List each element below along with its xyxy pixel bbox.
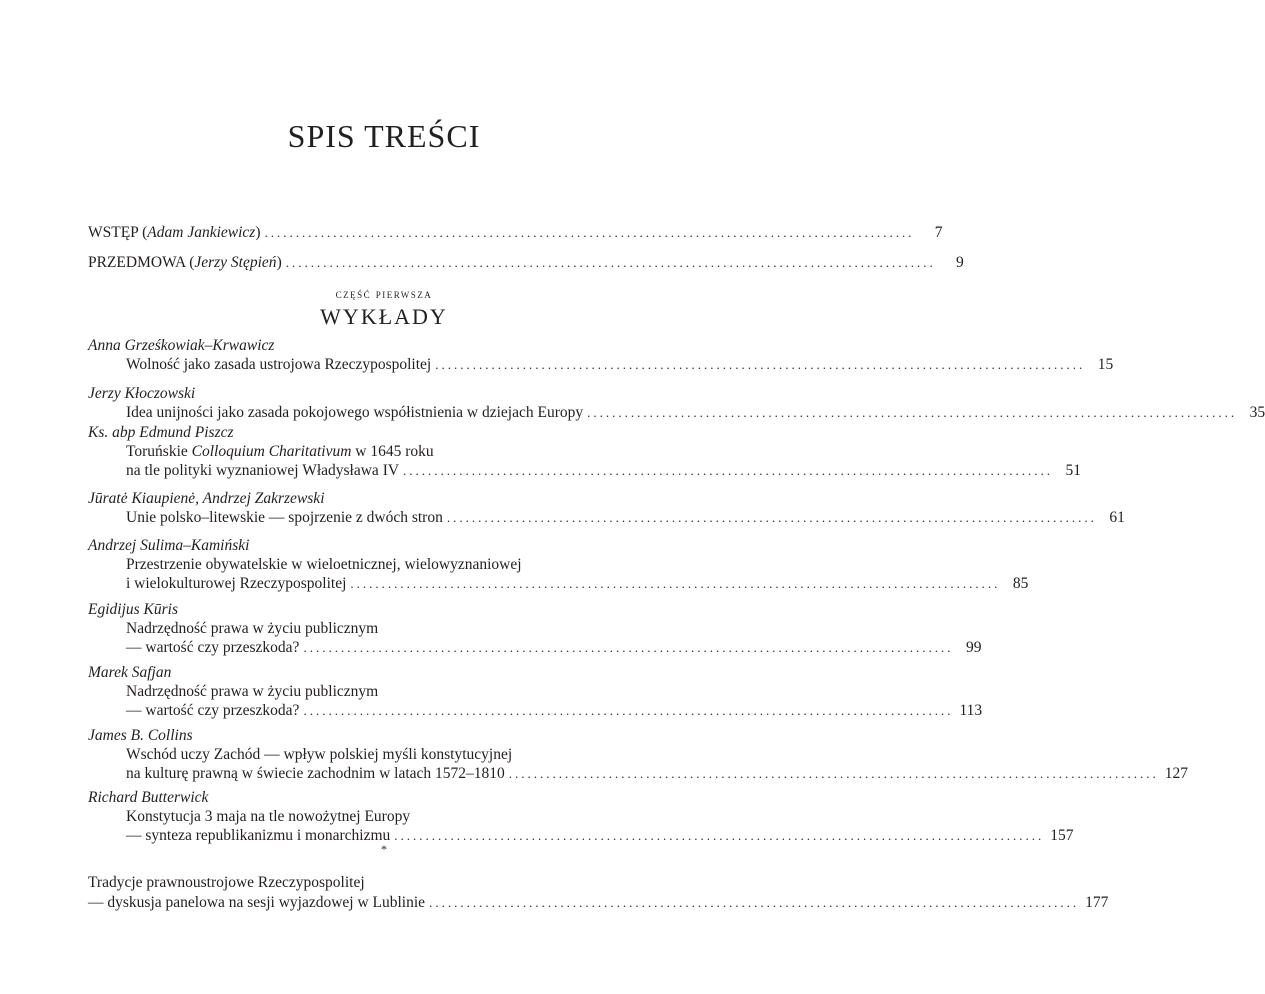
page-number: 9 — [955, 254, 964, 271]
entry-title-line: Tradycje prawnoustrojowe Rzeczypospolitej — [88, 874, 365, 891]
entry-title: Wolność jako zasada ustrojowa Rzeczypospolitej — [126, 356, 432, 373]
page-number: 15 — [1097, 356, 1114, 373]
toc-entry-wstep — [88, 223, 943, 243]
leader-dots: ........................................................................................................ — [350, 576, 1001, 591]
page-number: 51 — [1065, 462, 1082, 479]
entry-title-line: Toruńskie Colloquium Charitativum w 1645 roku — [126, 443, 434, 460]
entry-text: PRZEDMOWA (Jerzy Stępień) — [88, 254, 282, 271]
entry-title-line: Przestrzenie obywatelskie w wieloetnicznej, wielowyznaniowej — [126, 556, 522, 573]
entry-author: Andrzej Sulima–Kamiński — [88, 537, 250, 554]
entry-author: Anna Grześkowiak–Krwawicz — [88, 337, 275, 354]
page-number: 113 — [959, 702, 983, 719]
section-separator: * — [381, 842, 387, 856]
part-title: WYKŁADY — [320, 304, 448, 329]
entry-author: Jūratė Kiaupienė, Andrzej Zakrzewski — [88, 490, 325, 507]
entry-title-line: Konstytucja 3 maja na tle nowożytnej Europy — [126, 808, 411, 825]
toc-entry-przedmowa — [88, 253, 964, 273]
entry-title: i wielokulturowej Rzeczypospolitej — [126, 575, 347, 592]
entry-title: na kulturę prawną w świecie zachodnim w latach 1572–1810 — [126, 765, 505, 782]
page-number: 99 — [965, 639, 982, 656]
toc-entry — [126, 403, 1265, 423]
entry-title: Idea unijności jako zasada pokojowego współistnienia w dziejach Europy — [126, 404, 584, 421]
leader-dots: ........................................................................................................ — [446, 510, 1097, 525]
leader-dots: ........................................................................................................ — [403, 463, 1054, 478]
page-number: 7 — [934, 224, 943, 241]
page-number: 61 — [1109, 509, 1125, 526]
entry-author: James B. Collins — [88, 727, 193, 744]
toc-entry — [126, 701, 983, 721]
entry-author: Ks. abp Edmund Piszcz — [88, 424, 234, 441]
toc-entry — [126, 638, 982, 658]
page-number: 177 — [1085, 894, 1109, 911]
entry-author: Egidijus Kūris — [88, 601, 179, 618]
leader-dots: ........................................................................................................ — [429, 895, 1080, 910]
toc-entry — [126, 764, 1189, 784]
toc-entry — [126, 461, 1082, 481]
leader-dots: ........................................................................................................ — [264, 225, 915, 240]
entry-title: — dyskusja panelowa na sesji wyjazdowej w Lublinie — [88, 894, 426, 911]
page-number: 157 — [1050, 827, 1074, 844]
entry-title: Unie polsko–litewskie — spojrzenie z dwóch stron — [126, 509, 443, 526]
entry-author: Jerzy Kłoczowski — [88, 385, 196, 402]
page-number: 85 — [1012, 575, 1029, 592]
page-title: SPIS TREŚCI — [287, 118, 481, 154]
entry-title: — wartość czy przeszkoda? — [126, 702, 300, 719]
entry-author: Marek Safjan — [88, 664, 172, 681]
leader-dots: ........................................................................................................ — [394, 828, 1045, 843]
page-number: 127 — [1164, 765, 1189, 782]
entry-title-line: Nadrzędność prawa w życiu publicznym — [126, 683, 379, 700]
entry-text: WSTĘP (Adam Jankiewicz) — [88, 224, 261, 241]
entry-title: — wartość czy przeszkoda? — [126, 639, 300, 656]
leader-dots: ........................................................................................................ — [303, 640, 954, 655]
leader-dots: ........................................................................................................ — [303, 703, 954, 718]
leader-dots: ........................................................................................................ — [508, 766, 1159, 781]
leader-dots: ........................................................................................................ — [435, 357, 1086, 372]
part-label: część pierwsza — [335, 287, 433, 301]
leader-dots: ........................................................................................................ — [285, 255, 936, 270]
entry-title: na tle polityki wyznaniowej Władysława IV — [126, 462, 400, 479]
entry-title-line: Nadrzędność prawa w życiu publicznym — [126, 620, 379, 637]
toc-entry — [126, 355, 1114, 375]
entry-title: — synteza republikanizmu i monarchizmu — [126, 827, 391, 844]
leader-dots: ........................................................................................................ — [587, 405, 1238, 420]
toc-entry — [126, 574, 1029, 594]
page-number: 35 — [1249, 404, 1265, 421]
toc-entry — [126, 508, 1125, 528]
toc-entry-final — [88, 893, 1109, 913]
entry-title-line: Wschód uczy Zachód — wpływ polskiej myśli konstytucyjnej — [126, 746, 513, 763]
entry-author: Richard Butterwick — [88, 789, 209, 806]
